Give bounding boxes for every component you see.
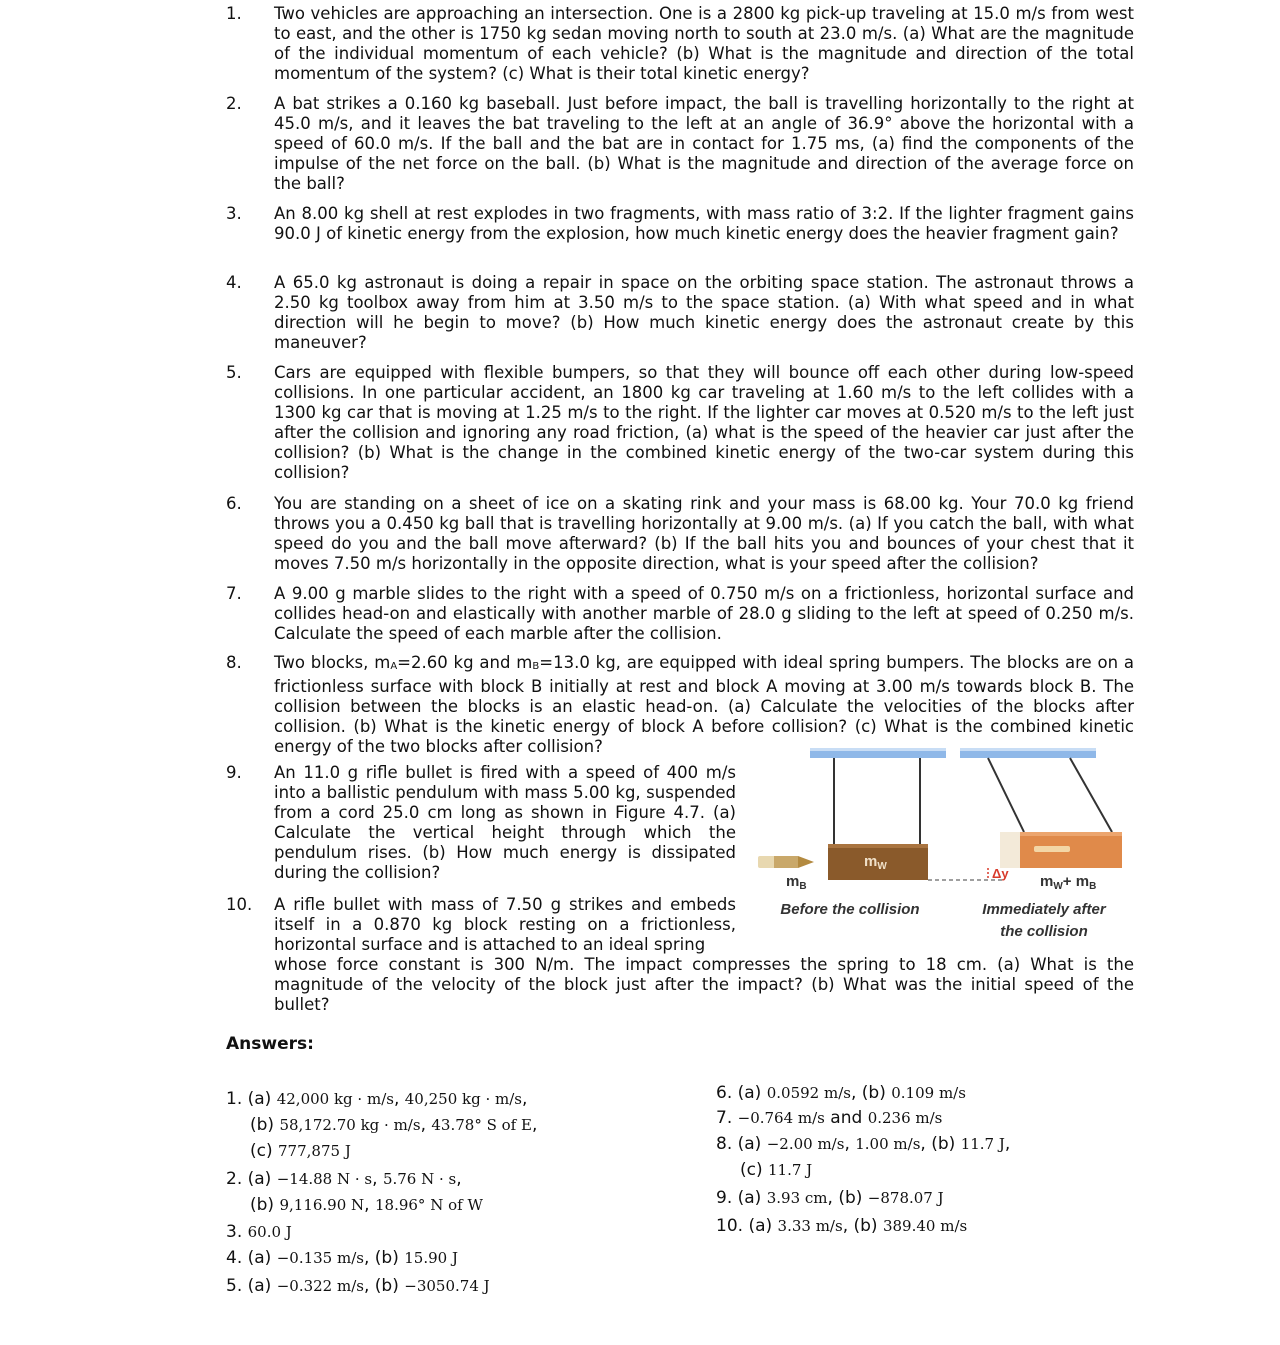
- problem-10-continued: whose force constant is 300 N/m. The impact compresses the spring to 18 cm. (a) What is the magnitude of the velocity of the block just after the impact? (b) What was the initial speed of the bullet?: [274, 955, 1134, 1014]
- delta-y-label: Δy: [992, 866, 1009, 881]
- answers-heading: Answers:: [226, 1034, 314, 1054]
- answer-2: 2. (a) −14.88 N · s, 5.76 N · s, (b) 9,116.90 N, 18.96° N of W: [226, 1169, 483, 1215]
- problem-text: A 9.00 g marble slides to the right with a speed of 0.750 m/s on a frictionless, horizontal surface and collides head-on and elastically with another marble of 28.0 g sliding to the left at speed of 0.250 m/s. Calculate the speed of each marble after the collision.: [274, 584, 1134, 643]
- answer-8: 8. (a) −2.00 m/s, 1.00 m/s, (b) 11.7 J, (c) 11.7 J: [716, 1134, 1011, 1180]
- problem-number: 4.: [226, 273, 242, 292]
- problem-number: 3.: [226, 204, 242, 223]
- problem-1: [226, 4, 1134, 84]
- problem-text: An 11.0 g rifle bullet is fired with a speed of 400 m/s into a ballistic pendulum with mass 5.00 kg, suspended from a cord 25.0 cm long as shown in Figure 4.7. (a) Calculate the vertical height through which the pendulum rises. (b) How much energy is dissipated during the collision?: [274, 763, 736, 882]
- mw-label: $m_W$: [864, 853, 887, 872]
- problem-number: 1.: [226, 4, 242, 23]
- answer-4: 4. (a) −0.135 m/s, (b) 15.90 J: [226, 1248, 458, 1268]
- problem-2: [226, 94, 1134, 194]
- caption-before: Before the collision: [780, 901, 920, 918]
- problem-number: 9.: [226, 763, 242, 782]
- embedded-bullet: [1034, 846, 1070, 852]
- problem-text: A bat strikes a 0.160 kg baseball. Just before impact, the ball is travelling horizontally to the right at 45.0 m/s, and it leaves the bat traveling to the left at an angle of 36.9° above the horizontal with a speed of 60.0 m/s. If the ball and the bat are in contact for 1.75 ms, (a) find the components of the impulse of the net force on the ball. (b) What is the magnitude and direction of the average force on the ball?: [274, 94, 1134, 193]
- problem-9: [226, 763, 736, 883]
- combined-mass-label: $m_W+ m_B$: [1040, 873, 1097, 892]
- problem-text: Two vehicles are approaching an intersection. One is a 2800 kg pick-up traveling at 15.0 m/s from west to east, and the other is 1750 kg sedan moving north to south at 23.0 m/s. (a) What are the magnitude of the individual momentum of each vehicle? (b) What is the magnitude and direction of the total momentum of the system? (c) What is their total kinetic energy?: [274, 4, 1134, 83]
- answer-6: 6. (a) 0.0592 m/s, (b) 0.109 m/s: [716, 1083, 966, 1103]
- answer-1: 1. (a) 42,000 kg · m/s, 40,250 kg · m/s, (b) 58,172.70 kg · m/s, 43.78° S of E, (c) 777,875 J: [226, 1089, 538, 1161]
- problem-number: 10.: [226, 895, 253, 914]
- answer-5: 5. (a) −0.322 m/s, (b) −3050.74 J: [226, 1276, 490, 1296]
- problem-number: 7.: [226, 584, 242, 603]
- mb-label: $m_B$: [786, 873, 807, 892]
- problem-7: [226, 584, 1134, 644]
- problem-6: [226, 494, 1134, 574]
- problem-number: 5.: [226, 363, 242, 382]
- problem-text: Two blocks, mA=2.60 kg and mB=13.0 kg, are equipped with ideal spring bumpers. The blocks are on a frictionless surface with block B initially at rest and block A moving at 3.00 m/s towards block B. The collision between the blocks is an elastic head-on. (a) Calculate the velocities of the blocks after collision. (b) What is the kinetic energy of block A before collision? (c) What is the combined kinetic energy of the two blocks after collision?: [274, 653, 1134, 756]
- problem-text: You are standing on a sheet of ice on a skating rink and your mass is 68.00 kg. Your 70.0 kg friend throws you a 0.450 kg ball that is travelling horizontally at 9.00 m/s. (a) If you catch the ball, with what speed do you and the ball move afterward? (b) If the ball hits you and bounces of your chest that it moves 7.50 m/s horizontally in the opposite direction, what is your speed after the collision?: [274, 494, 1134, 573]
- answer-10: 10. (a) 3.33 m/s, (b) 389.40 m/s: [716, 1216, 968, 1236]
- problem-text: Cars are equipped with flexible bumpers, so that they will bounce off each other during low-speed collisions. In one particular accident, an 1800 kg car traveling at 1.60 m/s to the left collides with a 1300 kg car that is moving at 1.25 m/s to the right. If the lighter car moves at 0.520 m/s to the left just after the collision and ignoring any road friction, (a) what is the speed of the heavier car just after the collision? (b) What is the change in the combined kinetic energy of the two-car system during this collision?: [274, 363, 1134, 482]
- problem-3: [226, 204, 1134, 244]
- answer-9: 9. (a) 3.93 cm, (b) −878.07 J: [716, 1188, 944, 1208]
- problem-text: A 65.0 kg astronaut is doing a repair in space on the orbiting space station. The astronaut throws a 2.50 kg toolbox away from him at 3.50 m/s to the space station. (a) With what speed and in what direction will he begin to move? (b) How much kinetic energy does the astronaut create by this maneuver?: [274, 273, 1134, 352]
- problem-10: [226, 895, 736, 955]
- ballistic-pendulum-figure: [752, 742, 1132, 952]
- problem-text: An 8.00 kg shell at rest explodes in two fragments, with mass ratio of 3:2. If the lighter fragment gains 90.0 J of kinetic energy from the explosion, how much kinetic energy does the heavier fragment gain?: [274, 204, 1134, 243]
- problem-number: 8.: [226, 653, 242, 672]
- cord-after-right: [1070, 758, 1112, 832]
- answer-7: 7. −0.764 m/s and 0.236 m/s: [716, 1108, 943, 1128]
- problem-number: 2.: [226, 94, 242, 113]
- problem-5: [226, 363, 1134, 483]
- problem-number: 6.: [226, 494, 242, 513]
- problem-text: A rifle bullet with mass of 7.50 g strikes and embeds itself in a 0.870 kg block resting on a frictionless, horizontal surface and is attached to an ideal spring: [274, 895, 736, 954]
- caption-after-line1: Immediately after: [982, 901, 1106, 918]
- cord-after-left: [988, 758, 1024, 832]
- problem-4: [226, 273, 1134, 353]
- bullet-icon: [758, 856, 814, 868]
- caption-after-line2: the collision: [1000, 923, 1088, 940]
- answer-3: 3. 60.0 J: [226, 1222, 292, 1242]
